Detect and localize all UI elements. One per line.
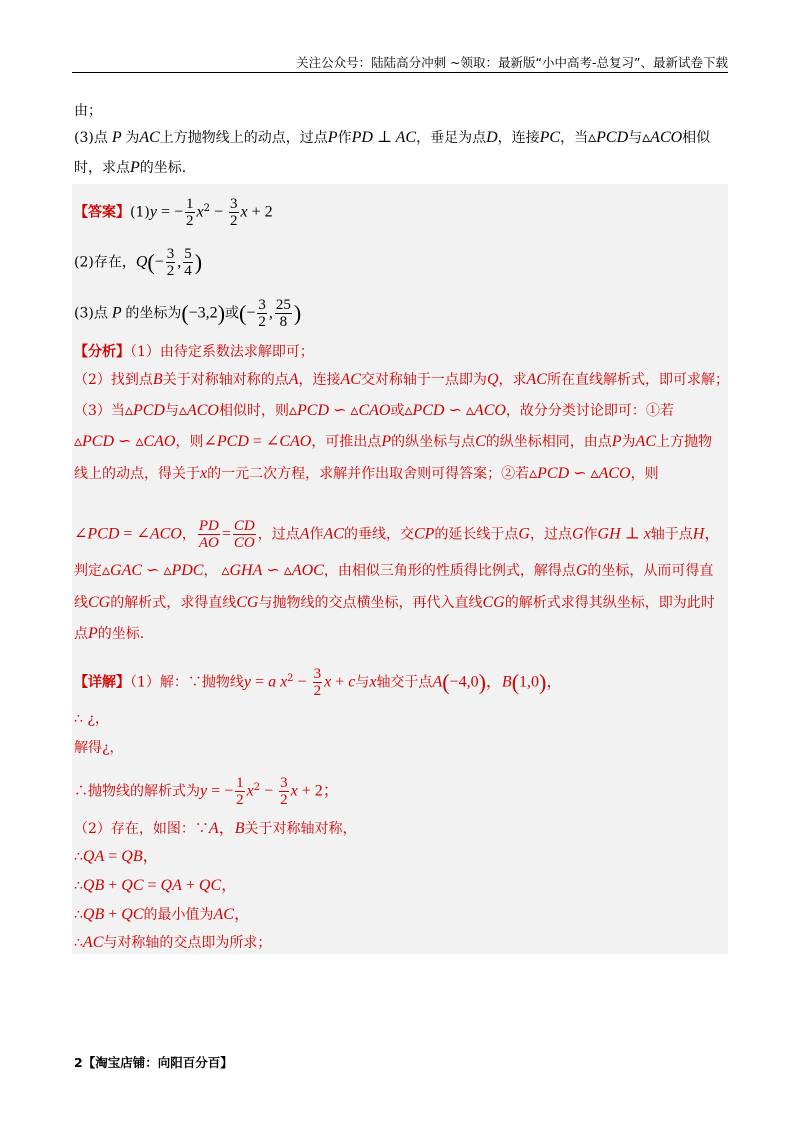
analysis-1: 【分析】（1）由待定系数法求解即可； (74, 344, 314, 360)
analysis-9: 点P的坐标. (74, 625, 145, 642)
answer-2: (2)存在，Q(− $\frac{3}{2}$ , $\frac{5}{4}$ ) (74, 246, 203, 279)
header-rule (72, 72, 728, 73)
detail-8: ∴QB + QC的最小值为AC， (74, 906, 250, 923)
question-3-line-2: 时，求点P的坐标. (74, 159, 187, 176)
analysis-8: 线CG的解析式，求得直线CG与抛物线的交点横坐标，再代入直线CG的解析式求得其纵坐标，即为此时 (74, 594, 715, 611)
question-3-line-1: (3)点 P 为AC上方抛物线上的动点，过点P作PD ⊥ AC，垂足为点D，连接PC，当▵PCD与▵ACO相似 (74, 129, 711, 146)
analysis-7: 判定▵GAC ∽ ▵PDC， ▵GHA ∽ ▵AOC，由相似三角形的性质得比例式，解得点G的坐标，从而可得直 (74, 562, 714, 579)
detail-7: ∴QB + QC = QA + QC， (74, 877, 238, 894)
page-footer: 2【淘宝店铺：向阳百分百】 (74, 1055, 233, 1070)
analysis-2: （2）找到点B关于对称轴对称的点A，连接AC交对称轴于一点即为Q，求AC所在直线解析式，即可求解； (74, 371, 729, 388)
question-line-0: 由； (74, 103, 102, 119)
analysis-3: （3）当▵PCD与▵ACO相似时，则▵PCD ∽ ▵CAO或▵PCD ∽ ▵ACO，故分分类讨论即可：①若 (74, 402, 674, 419)
answer-1: 【答案】(1)y = − $\frac{1}{2}$ $x^2$ − $\frac{3}{2}$ x + 2 (74, 196, 273, 229)
analysis-5: 线上的动点，得关于x的一元二次方程，求解并作出取舍则可得答案；②若▵PCD ∽ ▵ACO，则 (74, 465, 659, 482)
analysis-6: ∠PCD = ∠ACO， $\frac{PD}{AO}$ = $\frac{CD}{CO}$ ，过点A作AC的垂线，交CP的延长线于点G，过点G作GH ⊥ x轴于点H， (74, 518, 721, 551)
analysis-4: ▵PCD ∽ ▵CAO，则∠PCD = ∠CAO，可推出点P的纵坐标与点C的纵坐标相同，由点P为AC上方抛物 (74, 433, 712, 450)
detail-4: ∴抛物线的解析式为y = − $\frac{1}{2}$ $x^2$ − $\frac{3}{2}$ x + 2； (74, 775, 339, 808)
detail-9: ∴AC与对称轴的交点即为所求； (74, 934, 272, 951)
page-header: 关注公众号：陆陆高分冲刺 ~领取：最新版“小中高考-总复习”、最新试卷下载 (296, 55, 728, 70)
detail-1: 【详解】（1）解：∵抛物线y = a $x^2$ − $\frac{3}{2}$ x + c与x轴交于点A(−4,0)，B(1,0)， (74, 666, 563, 699)
detail-3: 解得¿， (74, 740, 124, 756)
answer-3: (3)点 P 的坐标为(−3,2)或(− $\frac{3}{2}$ , $\frac{25}{8}$ ) (74, 297, 302, 330)
detail-2: ∴ ¿， (74, 711, 109, 727)
detail-5: （2）存在，如图：∵A，B关于对称轴对称， (74, 820, 357, 837)
detail-6: ∴QA = QB， (74, 848, 159, 865)
